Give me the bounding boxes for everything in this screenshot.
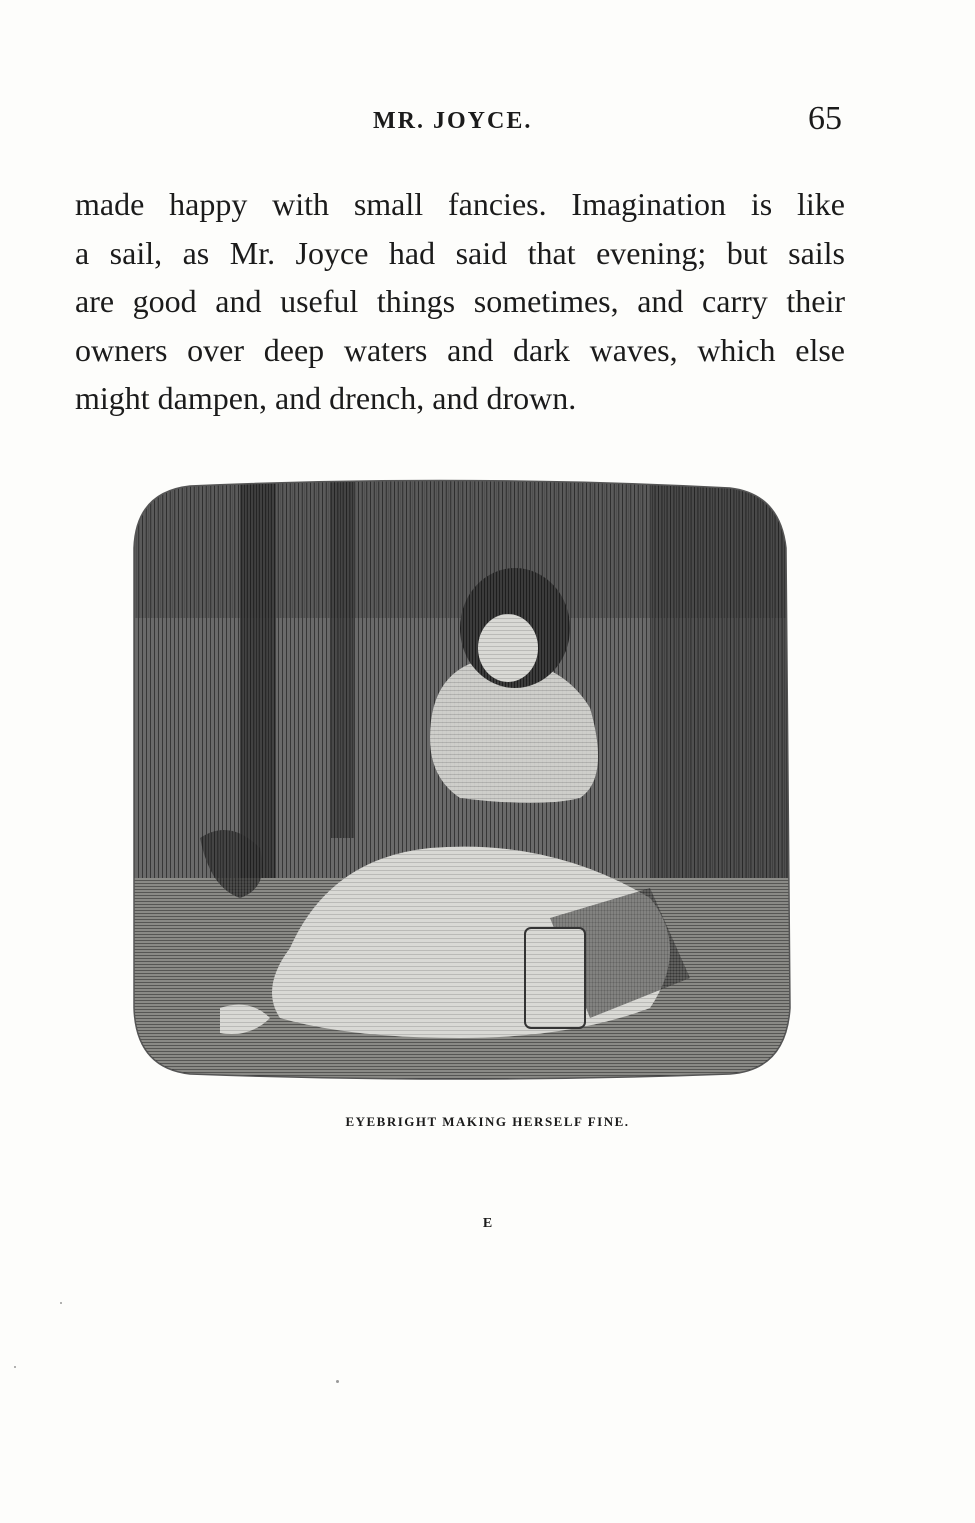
paper-speck — [14, 1366, 16, 1368]
text-line: might dampen, and drench, and drown. — [75, 380, 577, 416]
signature-mark: E — [482, 1216, 493, 1231]
text-line: a sail, as Mr. Joyce had said that evening; but sails — [75, 234, 845, 271]
paper-speck — [60, 1302, 62, 1304]
text-line: are good and useful things sometimes, and carry their — [75, 283, 845, 319]
running-head: MR. JOYCE. — [373, 108, 533, 134]
text-line: made happy with small fancies. Imagination is like — [75, 186, 845, 222]
text-line: owners over deep waters and dark waves, which else — [75, 331, 845, 368]
engraving-illustration — [130, 478, 792, 1080]
body-paragraph — [75, 180, 845, 423]
paper-speck — [336, 1380, 339, 1383]
page-number: 65 — [808, 100, 842, 137]
figure-caption: EYEBRIGHT MAKING HERSELF FINE. — [345, 1114, 630, 1129]
